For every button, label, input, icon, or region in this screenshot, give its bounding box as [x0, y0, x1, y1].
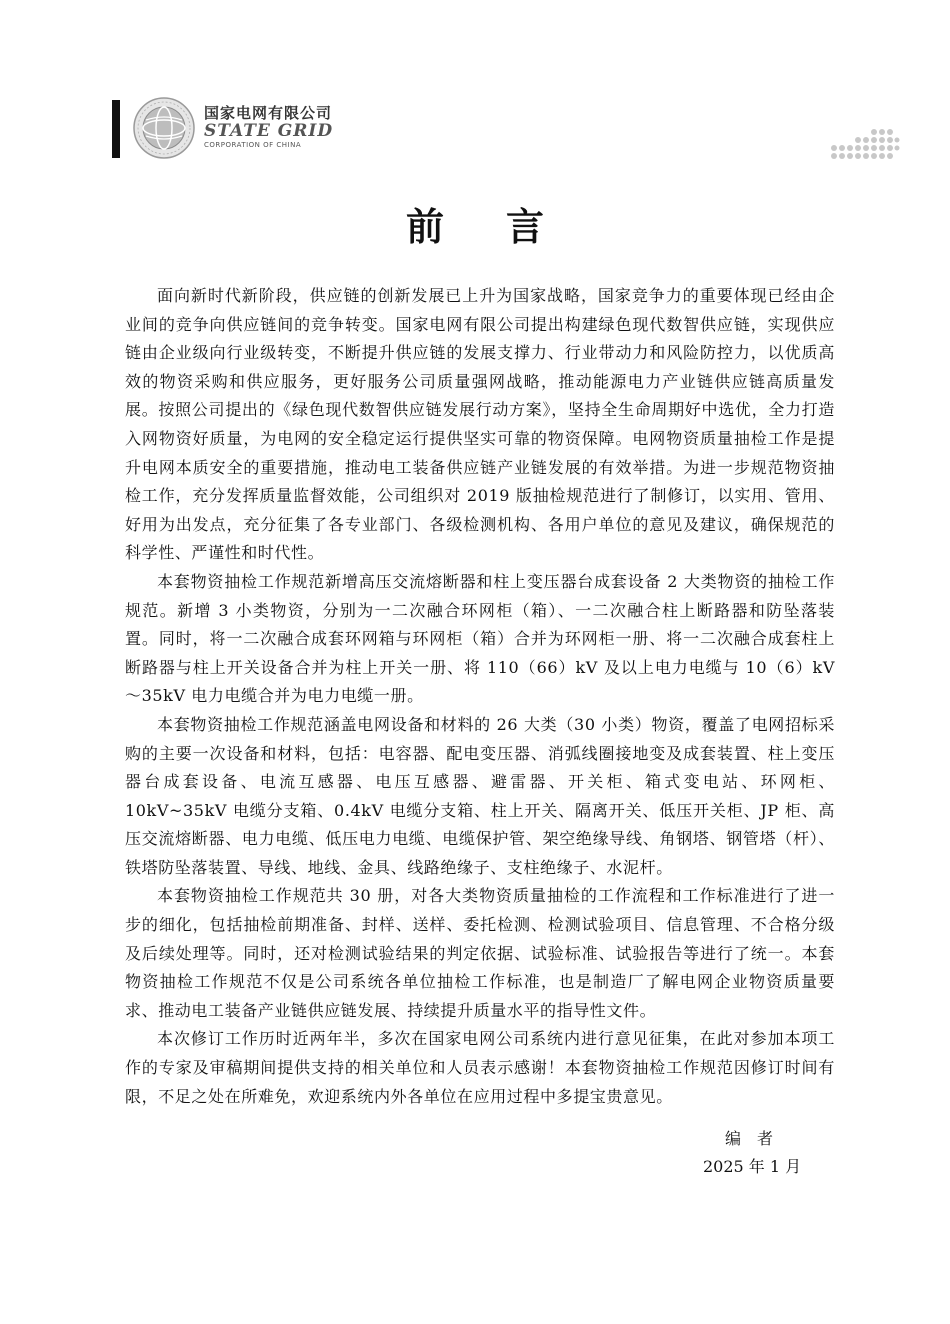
signature-editor: 编者: [725, 1129, 790, 1148]
company-name-cn: 国家电网有限公司: [204, 104, 333, 122]
paragraph: 本次修订工作历时近两年半，多次在国家电网公司系统内进行意见征集，在此对参加本项工作的专家及审稿期间提供支持的相关单位和人员表示感谢！本套物资抽检工作规范因修订时间有限，不足之处在所难免，欢迎系统内外各单位在应用过程中多提宝贵意见。: [125, 1029, 835, 1106]
company-logo-text: [204, 104, 333, 150]
decorative-dots-icon: [830, 128, 900, 162]
company-name-sub: CORPORATION OF CHINA: [204, 141, 302, 149]
paragraph: 本套物资抽检工作规范共 30 册，对各大类物资质量抽检的工作流程和工作标准进行了进一步的细化，包括抽检前期准备、封样、送样、委托检测、检测试验项目、信息管理、不合格分级及后续处理等。同时，还对检测试验结果的判定依据、试验标准、试验报告等进行了统一。本套物资抽检工作规范不仅是公司系统各单位抽检工作标准，也是制造厂了解电网企业物资质量要求、推动电工装备产业链供应链发展、持续提升质量水平的指导性文件。: [125, 886, 835, 1020]
company-name-en: STATE GRID: [204, 121, 334, 141]
header-bar: [112, 100, 120, 158]
signature-date: 2025 年 1 月: [703, 1157, 802, 1176]
paragraph: 面向新时代新阶段，供应链的创新发展已上升为国家战略，国家竞争力的重要体现已经由企业间的竞争向供应链间的竞争转变。国家电网有限公司提出构建绿色现代数智供应链，实现供应链由企业级向行业级转变，不断提升供应链的发展支撑力、行业带动力和风险防控力，以优质高效的物资采购和供应服务，更好服务公司质量强网战略，推动能源电力产业链供应链高质量发展。按照公司提出的《绿色现代数智供应链发展行动方案》，坚持全生命周期好中选优，全力打造入网物资好质量，为电网的安全稳定运行提供坚实可靠的物资保障。电网物资质量抽检工作是提升电网本质安全的重要措施，推动电工装备供应链产业链发展的有效举措。为进一步规范物资抽检工作，充分发挥质量监督效能，公司组织对 2019 版抽检规范进行了制修订，以实用、管用、好用为出发点，充分征集了各专业部门、各级检测机构、各用户单位的意见及建议，确保规范的科学性、严谨性和时代性。: [125, 286, 835, 563]
paragraph: 本套物资抽检工作规范新增高压交流熔断器和柱上变压器台成套设备 2 大类物资的抽检工作规范。新增 3 小类物资，分别为一二次融合环网柜（箱）、一二次融合柱上断路器和防坠落装置。同时，将一二次融合成套环网箱与环网柜（箱）合并为环网柜一册、将一二次融合成套柱上断路器与柱上开关设备合并为柱上开关一册、将 110（66）kV 及以上电力电缆与 10（6）kV～35kV 电力电缆合并为电力电缆一册。: [125, 571, 835, 706]
paragraph: 本套物资抽检工作规范涵盖电网设备和材料的 26 大类（30 小类）物资，覆盖了电网招标采购的主要一次设备和材料，包括：电容器、配电变压器、消弧线圈接地变及成套装置、柱上变压器台成套设备、电流互感器、电压互感器、避雷器、开关柜、箱式变电站、环网柜、10kV~35kV 电缆分支箱、0.4kV 电缆分支箱、柱上开关、隔离开关、低压开关柜、JP 柜、高压交流熔断器、电力电缆、低压电力电缆、电缆保护管、架空绝缘导线、角钢塔、钢管塔（杆）、铁塔防坠落装置、导线、地线、金具、线路绝缘子、支柱绝缘子、水泥杆。: [125, 714, 835, 877]
page-header: [112, 96, 912, 166]
page-title: 前言: [405, 205, 606, 249]
state-grid-emblem-icon: [132, 96, 196, 160]
preface-body: [125, 282, 835, 1111]
